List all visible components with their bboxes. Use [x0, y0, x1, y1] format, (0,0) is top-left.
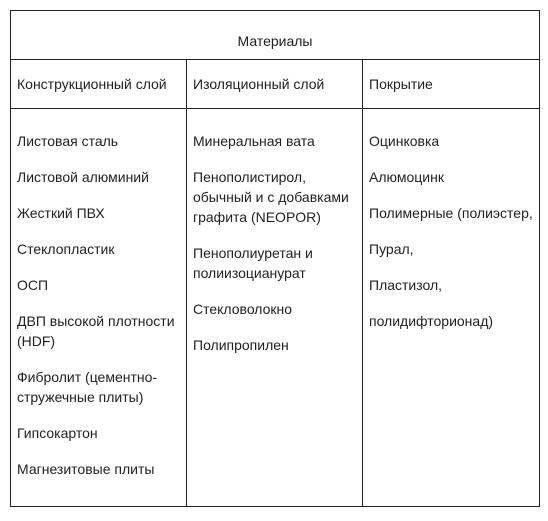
list-item: Листовая сталь: [17, 133, 119, 149]
column-coating-cell: [363, 109, 540, 507]
table-title: Материалы: [11, 11, 540, 60]
list-item: Оцинковка: [369, 133, 440, 149]
list-item: Пенополиуретан и полиизоцианурат: [193, 245, 313, 281]
list-item: Полипропилен: [193, 337, 289, 353]
list-item: Пластизол,: [369, 277, 443, 293]
list-item: Стеклопластик: [17, 241, 115, 257]
list-item: Пурал,: [369, 241, 414, 257]
list-item: Фибролит (цементно-стружечные плиты): [17, 369, 158, 405]
list-item: Пенополистирол, обычный и с добавками графита (NEOPOR): [193, 169, 349, 225]
title-row: [11, 11, 540, 60]
list-item: Листовой алюминий: [17, 169, 149, 185]
list-item: Полимерные (полиэстер,: [369, 205, 533, 221]
list-item: Жесткий ПВХ: [17, 205, 105, 221]
list-item: полидифторионад): [369, 313, 494, 329]
column-header-coating: Покрытие: [363, 60, 540, 109]
list-item: Стекловолокно: [193, 301, 293, 317]
materials-table: [10, 10, 540, 507]
list-item: Минеральная вата: [193, 133, 315, 149]
column-header-insulation: Изоляционный слой: [187, 60, 363, 109]
column-structural-cell: [11, 109, 187, 507]
list-item: Гипсокартон: [17, 425, 98, 441]
list-item: Алюмоцинк: [369, 169, 444, 185]
materials-table-container: [10, 10, 539, 507]
column-header-structural: Конструкционный слой: [11, 60, 187, 109]
list-item: ОСП: [17, 277, 49, 293]
column-insulation-cell: [187, 109, 363, 507]
list-item: Магнезитовые плиты: [17, 461, 155, 477]
header-row: [11, 60, 540, 109]
list-item: ДВП высокой плотности (HDF): [17, 313, 175, 349]
body-row: [11, 109, 540, 507]
